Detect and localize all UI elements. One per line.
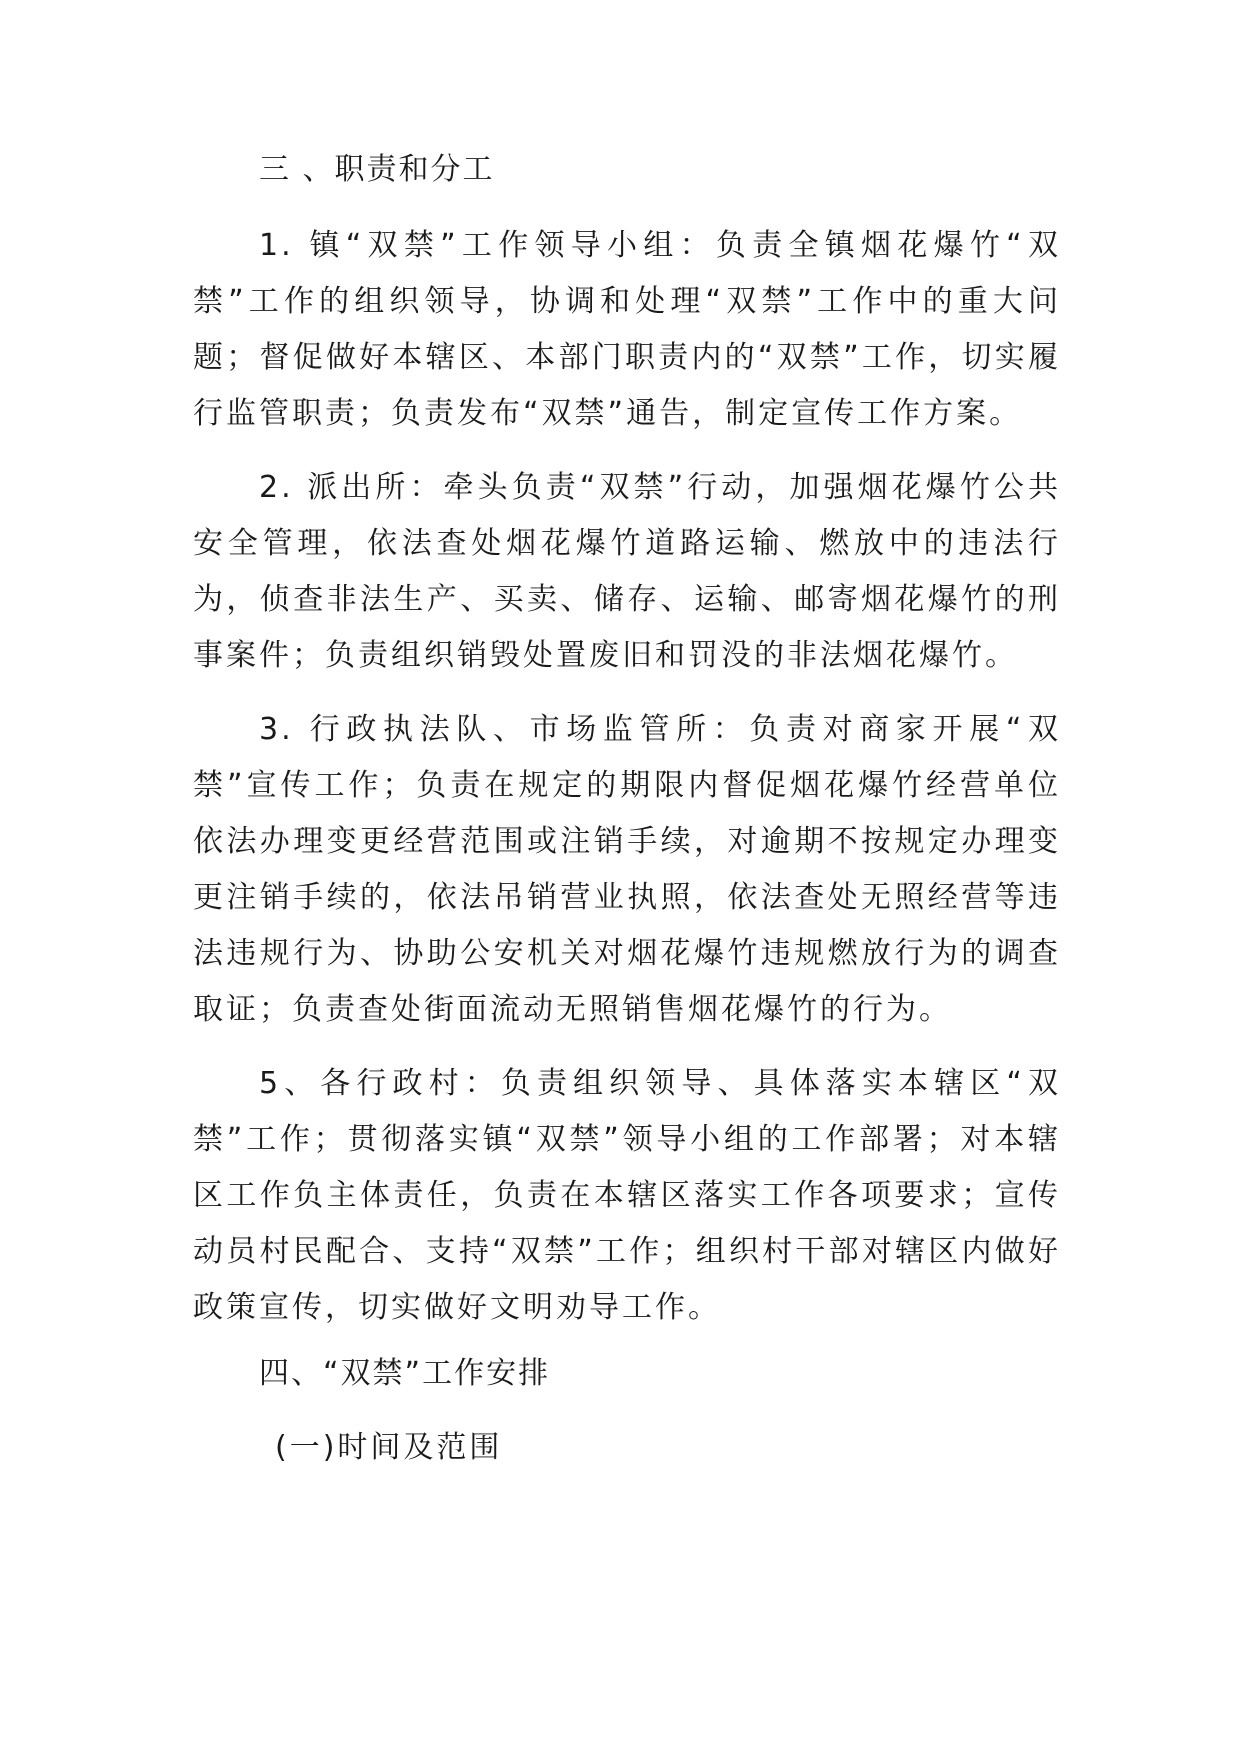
duty-item-3: 3. 行政执法队、市场监管所：负责对商家开展“双禁”宣传工作；负责在规定的期限内督促烟花爆竹经营单位依法办理变更经营范围或注销手续，对逾期不按规定办理变更注销手续的，依法吊销营业执照，依法查处无照经营等违法违规行为、协助公安机关对烟花爆竹违规燃放行为的调查取证；负责查处街面流动无照销售烟花爆竹的行为。 (193, 712, 1061, 1027)
duty-item-5: 5、各行政村：负责组织领导、具体落实本辖区“双禁”工作；贯彻落实镇“双禁”领导小组的工作部署；对本辖区工作负主体责任，负责在本辖区落实工作各项要求；宣传动员村民配合、支持“双禁”工作；组织村干部对辖区内做好政策宣传，切实做好文明劝导工作。 (193, 1066, 1061, 1325)
duty-item-2: 2. 派出所：牵头负责“双禁”行动，加强烟花爆竹公共安全管理，依法查处烟花爆竹道路运输、燃放中的违法行为，侦查非法生产、买卖、储存、运输、邮寄烟花爆竹的刑事案件；负责组织销毁处置废旧和罚没的非法烟花爆竹。 (193, 470, 1061, 673)
section-heading-3: 三 、职责和分工 (259, 152, 495, 187)
document-body (193, 150, 1061, 1468)
subsection-heading-1: (一)时间及范围 (275, 1430, 503, 1465)
section-heading-4: 四、“双禁”工作安排 (259, 1356, 551, 1391)
duty-item-1: 1. 镇“双禁”工作领导小组：负责全镇烟花爆竹“双禁”工作的组织领导，协调和处理“双禁”工作中的重大问题；督促做好本辖区、本部门职责内的“双禁”工作，切实履行监管职责；负责发布“双禁”通告，制定宣传工作方案。 (193, 228, 1061, 431)
